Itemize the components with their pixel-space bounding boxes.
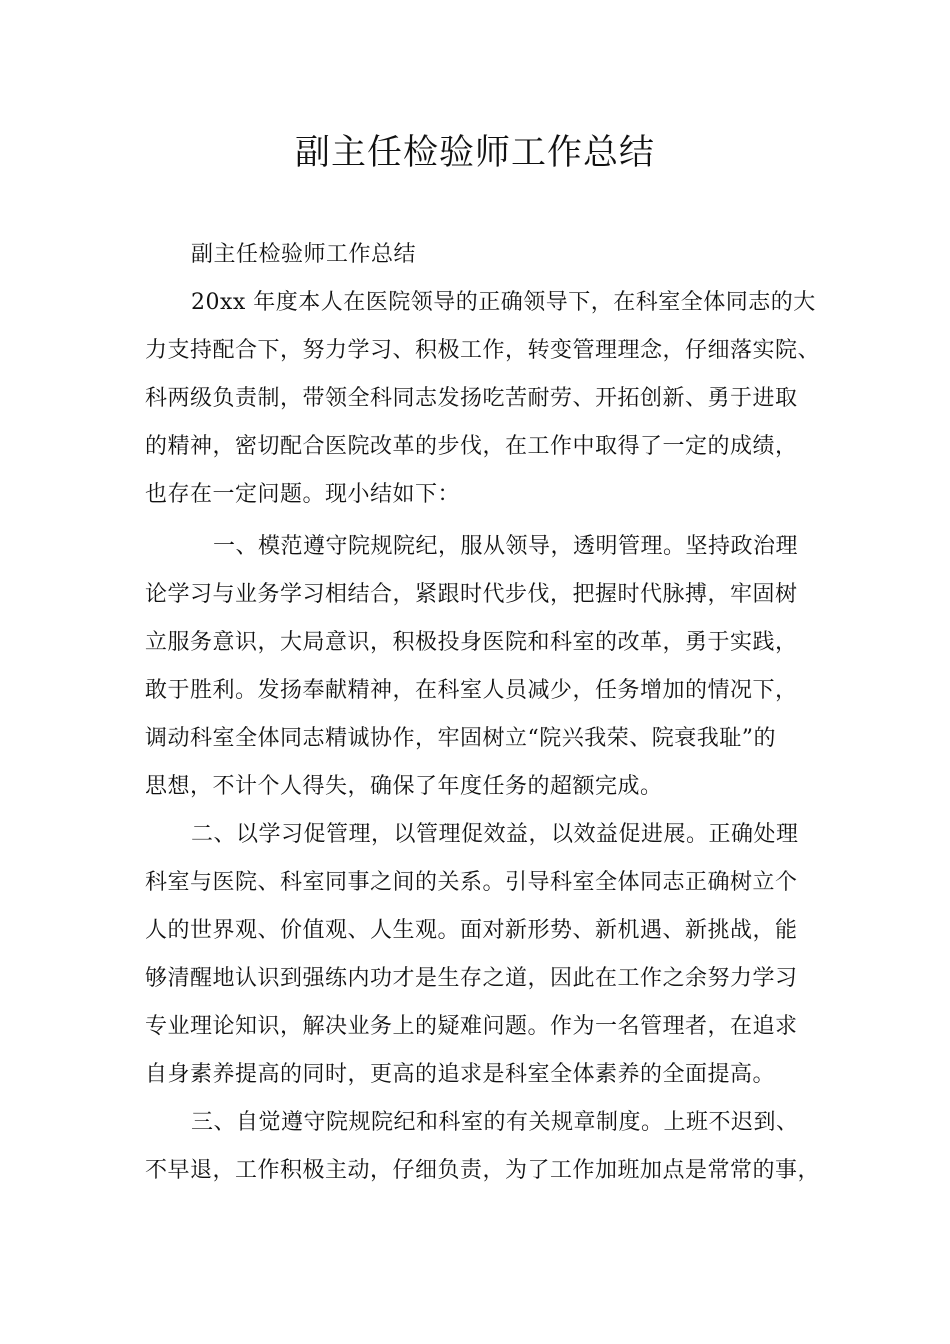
section-1-line-5: 调动科室全体同志精诚协作，牢固树立“院兴我荣、院衰我耻”的	[145, 726, 776, 751]
subtitle-line: 副主任检验师工作总结	[191, 242, 417, 267]
document-body	[145, 231, 821, 1195]
section-1-line-2: 论学习与业务学习相结合，紧跟时代步伐，把握时代脉搏，牢固树	[145, 582, 798, 607]
intro-line-2: 力支持配合下，努力学习、积极工作，转变管理理念，仔细落实院、	[145, 338, 821, 363]
section-2-line-6: 自身素养提高的同时，更高的追求是科室全体素养的全面提高。	[145, 1062, 776, 1087]
intro-line-1: 20xx 年度本人在医院领导的正确领导下，在科室全体同志的大	[191, 290, 816, 315]
section-1-line-1: 一、模范遵守院规院纪，服从领导，透明管理。坚持政治理	[213, 534, 799, 559]
section-2-line-3: 人的世界观、价值观、人生观。面对新形势、新机遇、新挑战，能	[145, 918, 798, 943]
section-1-line-6: 思想，不计个人得失，确保了年度任务的超额完成。	[145, 774, 663, 799]
intro-line-5: 也存在一定问题。现小结如下：	[145, 482, 461, 507]
intro-line-3: 科两级负责制，带领全科同志发扬吃苦耐劳、开拓创新、勇于进取	[145, 386, 798, 411]
section-1-line-3: 立服务意识，大局意识，积极投身医院和科室的改革，勇于实践，	[145, 630, 798, 655]
section-2-line-5: 专业理论知识，解决业务上的疑难问题。作为一名管理者，在追求	[145, 1014, 798, 1039]
section-2-line-4: 够清醒地认识到强练内功才是生存之道，因此在工作之余努力学习	[145, 966, 798, 991]
intro-line-4: 的精神，密切配合医院改革的步伐，在工作中取得了一定的成绩，	[145, 434, 798, 459]
section-1-line-4: 敢于胜利。发扬奉献精神，在科室人员减少，任务增加的情况下，	[145, 678, 798, 703]
section-2-line-1: 二、以学习促管理，以管理促效益，以效益促进展。正确处理	[191, 822, 799, 847]
section-2-line-2: 科室与医院、科室同事之间的关系。引导科室全体同志正确树立个	[145, 870, 798, 895]
document-title: 副主任检验师工作总结	[294, 133, 655, 173]
section-3-line-1: 三、自觉遵守院规院纪和科室的有关规章制度。上班不迟到、	[191, 1110, 799, 1135]
section-3-line-2: 不早退，工作积极主动，仔细负责，为了工作加班加点是常常的事，	[145, 1158, 821, 1183]
